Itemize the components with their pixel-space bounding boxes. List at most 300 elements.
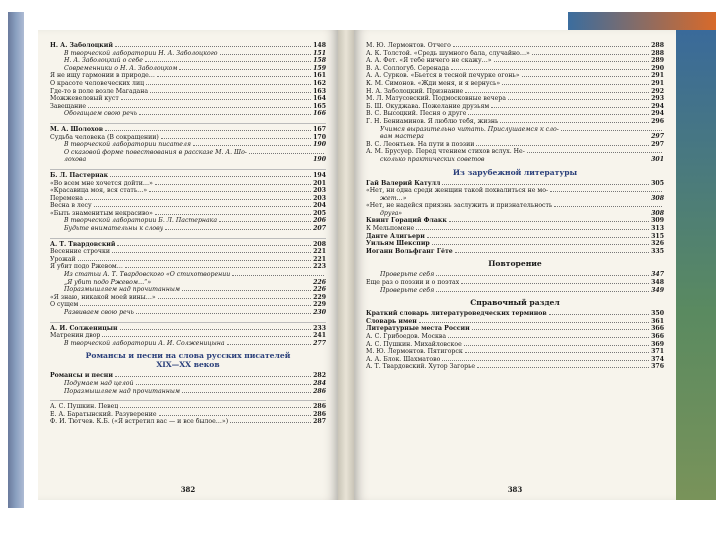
toc-entry-page: 376 (651, 363, 664, 371)
toc-entry-title: Литературные места России (366, 325, 470, 333)
toc-entry-title: Словарь имен (366, 317, 417, 325)
toc-entry (366, 356, 664, 364)
toc-leader-dots (227, 344, 312, 345)
toc-entry-title: Перемена (50, 194, 83, 202)
toc-entry (50, 263, 326, 271)
toc-leader-dots (105, 130, 311, 131)
toc-entry-title: Поразмышляем над прочитанным (64, 387, 181, 395)
toc-entry-title: М. Ю. Лермонтов. Пятигорск (366, 348, 463, 356)
toc-divider (50, 395, 326, 401)
toc-leader-dots (419, 322, 649, 323)
toc-entry-page: 347 (651, 271, 664, 279)
toc-entry (50, 172, 326, 180)
toc-entry-title: Весенние строчки (50, 248, 110, 256)
toc-entry (50, 95, 326, 103)
toc-leader-dots (219, 221, 311, 222)
toc-entry (50, 80, 326, 88)
toc-entry (366, 217, 664, 225)
toc-divider (50, 164, 326, 170)
toc-entry-title: друга» (380, 209, 403, 217)
left-page (38, 30, 338, 500)
toc-leader-dots (125, 267, 311, 268)
toc-entry (366, 118, 664, 126)
toc-leader-dots (85, 199, 311, 200)
toc-entry (366, 225, 664, 233)
toc-entry (366, 195, 664, 203)
toc-entry-title: Можжевеловый куст (50, 95, 119, 103)
toc-entry-title: лохова (64, 156, 87, 164)
toc-entry-title: вам мастера (380, 133, 424, 141)
toc-entry (366, 363, 664, 371)
toc-entry-title: Обогащаем свою речь (64, 110, 138, 118)
toc-entry-title: Матренин двор (50, 332, 101, 340)
toc-leader-dots (159, 415, 312, 416)
toc-entry (50, 57, 326, 65)
toc-entry (366, 103, 664, 111)
toc-entry (366, 50, 664, 58)
toc-leader-dots (532, 54, 649, 55)
toc-entry (50, 309, 326, 317)
toc-entry-page: 292 (651, 87, 664, 95)
toc-entry (366, 156, 664, 164)
toc-entry (366, 180, 664, 188)
toc-entry-page: 229 (313, 301, 326, 309)
toc-entry-title: В творческой лаборатории Б. Л. Пастернака (64, 217, 218, 225)
toc-entry-title: Я убит подо Ржевом… (50, 263, 123, 271)
toc-entry-title: Ф. И. Тютчев. К.Б. («Я встретил вас — и все былое…») (50, 418, 229, 426)
toc-leader-dots (120, 407, 311, 408)
toc-reference-list (366, 310, 664, 371)
toc-entry-title: В творческой лаборатории Н. А. Заболоцкого (64, 49, 218, 57)
toc-leader-dots (232, 275, 324, 276)
toc-entry-title: Будьте внимательны к слову (64, 225, 164, 233)
section-title-foreign: Из зарубежной литературы (452, 167, 578, 177)
toc-leader-dots (494, 61, 649, 62)
toc-entry-page: 282 (313, 372, 326, 380)
toc-entry-title: Иоганн Вольфганг Гёте (366, 247, 453, 255)
toc-leader-dots (94, 206, 311, 207)
toc-leader-dots (436, 275, 649, 276)
toc-entry-title: О красоте человеческих лиц (50, 79, 145, 87)
toc-entry-page: 296 (651, 117, 664, 125)
toc-entry-title: А. А. Сурков. «Бьется в тесной печурке огонь» (366, 72, 520, 80)
toc-leader-dots (139, 114, 311, 115)
toc-entry (50, 134, 326, 142)
toc-entry-title: Поразмышляем над прочитанным (64, 286, 181, 294)
toc-entry-title: Г. Н. Бениаминов. Я люблю тебя, жизнь (366, 117, 499, 125)
toc-romances-list (50, 372, 326, 426)
toc-leader-dots (461, 283, 649, 284)
toc-leader-dots (472, 329, 649, 330)
toc-entry-page: 366 (651, 333, 664, 340)
toc-entry-page: 294 (651, 102, 664, 110)
toc-leader-dots (449, 221, 649, 222)
toc-leader-dots (550, 191, 662, 192)
toc-leader-dots (145, 61, 311, 62)
toc-entry-title: М. А. Шолохов (50, 125, 104, 133)
toc-entry-page: 194 (313, 171, 326, 179)
toc-entry-title: Данте Алигьери (366, 232, 425, 240)
toc-leader-dots (453, 46, 649, 47)
toc-entry-page: 148 (313, 42, 326, 49)
toc-review-list (366, 271, 664, 294)
toc-entry-title: Романсы и песни (50, 372, 113, 380)
toc-entry-page: 163 (313, 87, 326, 95)
toc-leader-dots (112, 252, 311, 253)
toc-leader-dots (230, 422, 311, 423)
toc-entry-title: Б. Л. Пастернак (50, 171, 109, 179)
toc-entry (50, 372, 326, 380)
toc-divider (50, 317, 326, 323)
toc-entry-page: 371 (651, 348, 664, 356)
toc-entry-page: 349 (651, 286, 664, 294)
toc-entry (366, 133, 664, 141)
toc-leader-dots (476, 145, 649, 146)
toc-entry-page: 207 (313, 225, 326, 233)
toc-entry (366, 141, 664, 149)
toc-entry (50, 411, 326, 419)
toc-entry (366, 341, 664, 349)
toc-entry (50, 256, 326, 264)
toc-entry-title: К. М. Симонов. «Жди меня, и я вернусь» (366, 79, 501, 87)
toc-entry-title: В творческой лаборатории А. И. Солженицына (64, 339, 225, 347)
toc-entry-title: Проверьте себя (380, 271, 435, 279)
toc-leader-dots (465, 92, 649, 93)
toc-leader-dots (442, 184, 649, 185)
toc-entry (50, 88, 326, 96)
toc-entry (50, 286, 326, 294)
toc-entry (50, 65, 326, 73)
toc-entry (50, 418, 326, 426)
cover-right-edge (676, 30, 716, 500)
toc-leader-dots (491, 107, 649, 108)
toc-entry-page: 158 (313, 57, 326, 65)
toc-entry (50, 340, 326, 348)
toc-entry (50, 50, 326, 58)
toc-entry-title: Гай Валерий Катулл (366, 179, 441, 187)
toc-entry-page: 350 (651, 310, 664, 318)
toc-entry (366, 88, 664, 96)
toc-leader-dots (78, 260, 311, 261)
toc-entry-page: 277 (313, 339, 326, 347)
toc-entry-title: Н. А. Заболоцкий о себе (64, 57, 143, 65)
toc-leader-dots (448, 337, 649, 338)
toc-entry (50, 156, 326, 164)
toc-entry-page: 288 (651, 42, 664, 49)
toc-entry-page: 289 (651, 57, 664, 65)
toc-leader-dots (88, 107, 311, 108)
toc-entry-title: В. С. Леонтьев. На пути в поэзии (366, 140, 475, 148)
toc-leader-dots (161, 138, 311, 139)
toc-leader-dots (436, 291, 649, 292)
toc-entry-title: А. А. Блок. Шахматово (366, 355, 441, 363)
toc-entry-title: Квинт Гораций Флакк (366, 217, 447, 225)
toc-entry-title: «Нет, не надейся приязнь заслужить и признательность (366, 202, 553, 210)
toc-foreign-list (366, 180, 664, 256)
toc-entry-page: 161 (313, 72, 326, 80)
toc-entry-page: 313 (651, 225, 664, 233)
toc-entry (50, 180, 326, 188)
toc-entry-title: Краткий словарь литературоведческих терминов (366, 310, 547, 318)
toc-leader-dots (182, 290, 311, 291)
toc-entry-title: Н. А. Заболоцкий. Признание (366, 87, 464, 95)
toc-entry-page: 229 (313, 293, 326, 301)
toc-entry (50, 225, 326, 233)
toc-leader-dots (102, 336, 311, 337)
toc-entry-title: А. И. Солженицын (50, 324, 118, 332)
toc-entry (366, 279, 664, 287)
toc-entry (366, 57, 664, 65)
toc-entry-page: 290 (651, 64, 664, 72)
toc-leader-dots (155, 214, 311, 215)
toc-entry-page: 208 (313, 240, 326, 248)
toc-entry-title: А. С. Пушкин. Певец (50, 403, 119, 411)
toc-leader-dots (502, 84, 649, 85)
toc-entry-title: Завещание (50, 102, 87, 110)
toc-entry-page: 162 (313, 79, 326, 87)
toc-entry-page: 233 (313, 324, 326, 332)
toc-entry-title: Из статьи А. Т. Твардовского «О стихотворении (64, 271, 231, 279)
toc-leader-dots (117, 245, 311, 246)
toc-entry-title: А. Т. Твардовский. Хутор Загорье (366, 363, 476, 371)
toc-entry (366, 72, 664, 80)
toc-entry-page: 221 (313, 255, 326, 263)
section-title-review: Повторение (488, 259, 542, 269)
toc-entry-page: 204 (313, 202, 326, 210)
toc-entry (50, 187, 326, 195)
toc-entry-title: Я не ищу гармонии в природе… (50, 72, 155, 80)
toc-entry (366, 42, 664, 50)
toc-entry (50, 149, 326, 157)
toc-leader-dots (508, 99, 649, 100)
toc-entry-page: 374 (651, 355, 664, 363)
toc-entry-page: 369 (651, 340, 664, 348)
toc-entry-page: 205 (313, 209, 326, 217)
toc-entry-title: «Я знаю, никакой моей вины…» (50, 293, 156, 301)
toc-entry (50, 294, 326, 302)
toc-entry-page: 297 (651, 140, 664, 148)
toc-leader-dots (554, 206, 662, 207)
toc-entry (366, 233, 664, 241)
toc-entry (50, 210, 326, 218)
toc-divider (50, 118, 326, 124)
toc-entry (366, 210, 664, 218)
toc-entry-title: «Нет, ни одна среди женщин такой похвалиться не мо- (366, 187, 549, 195)
toc-entry-title: К Мельпомене (366, 225, 415, 233)
toc-entry (50, 72, 326, 80)
toc-entry (50, 202, 326, 210)
toc-entry (50, 279, 326, 287)
toc-leader-dots (220, 54, 312, 55)
toc-entry (50, 42, 326, 50)
toc-entry-title: Современники о Н. А. Заболоцком (64, 64, 178, 72)
section-title-line1: Романсы и песни на слова русских писателей (85, 351, 291, 361)
toc-entry (50, 126, 326, 134)
toc-leader-dots (157, 76, 311, 77)
toc-right-list (366, 42, 664, 164)
toc-entry-page: 287 (313, 418, 326, 426)
toc-entry-title: Весна в лесу (50, 202, 92, 210)
toc-leader-dots (136, 384, 312, 385)
toc-entry-page: 230 (313, 309, 326, 316)
toc-entry-page: 166 (313, 110, 326, 118)
toc-entry-page: 294 (651, 110, 664, 118)
toc-entry-title: жет…» (380, 194, 407, 202)
toc-entry (50, 195, 326, 203)
toc-leader-dots (432, 244, 649, 245)
toc-entry (50, 403, 326, 411)
toc-entry-page: 335 (651, 247, 664, 255)
toc-entry (366, 148, 664, 156)
toc-left-list (50, 42, 326, 347)
toc-entry-page: 291 (651, 72, 664, 80)
toc-entry-page: 241 (313, 332, 326, 340)
toc-entry (366, 80, 664, 88)
toc-entry-page: 361 (651, 317, 664, 325)
toc-entry-title: В. С. Высоцкий. Песня о друге (366, 110, 467, 118)
toc-entry-page: 190 (313, 156, 326, 164)
toc-entry (366, 65, 664, 73)
toc-entry-page: 221 (313, 248, 326, 256)
toc-entry (366, 310, 664, 318)
toc-entry-title: В творческой лаборатории писателя (64, 141, 191, 149)
toc-entry (366, 126, 664, 134)
toc-entry (366, 202, 664, 210)
toc-entry-page: 301 (651, 155, 664, 163)
toc-leader-dots (115, 46, 311, 47)
toc-entry (50, 248, 326, 256)
toc-entry-title: О сказовой форме повествования в рассказе М. А. Шо- (64, 148, 247, 156)
toc-entry (50, 271, 326, 279)
toc-entry-title: сколько практических советов (380, 155, 485, 163)
section-title-reference: Справочный раздел (470, 298, 560, 308)
toc-entry-page: 348 (651, 279, 664, 287)
toc-entry-title: «Быть знаменитым некрасиво» (50, 209, 153, 217)
toc-entry-title: Где-то в поле возле Магадана (50, 87, 149, 95)
toc-leader-dots (416, 229, 649, 230)
toc-leader-dots (500, 122, 649, 123)
toc-entry-title: М. Ю. Лермонтов. Отчего (366, 42, 451, 49)
toc-leader-dots (561, 130, 662, 131)
toc-entry-page: 159 (313, 64, 326, 72)
toc-entry-title: Б. Ш. Окуджава. Пожелание друзьям (366, 102, 490, 110)
toc-leader-dots (165, 229, 311, 230)
toc-leader-dots (136, 313, 311, 314)
toc-leader-dots (80, 305, 311, 306)
toc-entry (50, 110, 326, 118)
toc-entry-page: 203 (313, 187, 326, 195)
toc-leader-dots (193, 145, 311, 146)
toc-entry (366, 318, 664, 326)
section-title-line2: XIX—XX веков (156, 360, 220, 370)
toc-entry (366, 187, 664, 195)
toc-entry-page: 223 (313, 263, 326, 271)
toc-entry-page: 293 (651, 95, 664, 103)
toc-entry-title: Развиваем свою речь (64, 309, 134, 316)
toc-leader-dots (465, 352, 649, 353)
toc-entry-page: 309 (651, 217, 664, 225)
toc-entry-title: Проверьте себя (380, 286, 435, 294)
toc-entry (50, 332, 326, 340)
toc-leader-dots (150, 92, 311, 93)
toc-leader-dots (155, 184, 311, 185)
right-page (354, 30, 676, 500)
book-edge (8, 12, 24, 508)
toc-entry (50, 103, 326, 111)
toc-entry-title: Судьба человека (В сокращении) (50, 133, 159, 141)
toc-entry-page: 308 (651, 194, 664, 202)
toc-leader-dots (146, 84, 311, 85)
toc-leader-dots (182, 392, 311, 393)
toc-entry (50, 301, 326, 309)
toc-entry (366, 248, 664, 256)
toc-entry-title: Еще раз о поэзии и о поэтах (366, 279, 460, 287)
toc-entry (366, 95, 664, 103)
toc-entry-page: 284 (313, 379, 326, 387)
toc-entry-title: Н. А. Заболоцкий (50, 42, 113, 49)
toc-entry-page: 286 (313, 410, 326, 418)
toc-entry-page: 206 (313, 217, 326, 225)
toc-leader-dots (527, 152, 662, 153)
toc-leader-dots (522, 76, 649, 77)
toc-entry-title: Подумаем над целой (64, 379, 134, 387)
toc-entry-page: 165 (313, 102, 326, 110)
toc-entry-page: 315 (651, 232, 664, 240)
toc-entry-title: Е. А. Баратынский. Разуверение (50, 410, 157, 418)
toc-entry-page: 286 (313, 403, 326, 411)
toc-entry-page: 291 (651, 79, 664, 87)
book-spread (8, 12, 716, 508)
toc-entry-page: 201 (313, 179, 326, 187)
toc-entry-page: 308 (651, 209, 664, 217)
toc-entry-title: М. Л. Матусовский. Подмосковные вечера (366, 95, 506, 103)
toc-entry (366, 348, 664, 356)
toc-entry-title: А. К. Толстой. «Средь шумного бала, случайно…» (366, 49, 530, 57)
toc-entry (366, 110, 664, 118)
toc-entry (50, 388, 326, 396)
toc-entry-page: 297 (651, 133, 664, 141)
toc-entry (50, 241, 326, 249)
toc-entry-page: 326 (651, 240, 664, 248)
toc-entry-title: В. А. Соллогуб. Серенада (366, 64, 450, 72)
toc-leader-dots (149, 191, 311, 192)
toc-entry-title: „Я убит подо Ржевом…“» (64, 278, 152, 286)
book-gutter (338, 30, 354, 500)
toc-entry-page: 203 (313, 194, 326, 202)
toc-entry-page: 288 (651, 49, 664, 57)
toc-leader-dots (549, 314, 649, 315)
toc-leader-dots (451, 69, 649, 70)
toc-entry-page: 170 (313, 133, 326, 141)
toc-entry-page: 190 (313, 141, 326, 149)
toc-leader-dots (115, 376, 311, 377)
toc-entry-title: А. Т. Твардовский (50, 240, 116, 248)
toc-entry-title: А. А. Фет. «Я тебе ничего не скажу…» (366, 57, 492, 65)
cover-top-edge (568, 12, 716, 30)
toc-leader-dots (464, 345, 649, 346)
page-number-left: 382 (180, 485, 196, 494)
toc-leader-dots (110, 176, 311, 177)
toc-entry-page: 151 (313, 49, 326, 57)
toc-leader-dots (427, 237, 649, 238)
toc-entry (366, 333, 664, 341)
toc-entry-title: А. С. Пушкин. Михайловское (366, 340, 462, 348)
toc-entry-page: 226 (313, 286, 326, 294)
toc-entry-title: «Красавица моя, вся стать…» (50, 187, 148, 195)
toc-leader-dots (121, 99, 311, 100)
toc-entry-title: О сущем (50, 301, 79, 309)
toc-leader-dots (158, 298, 311, 299)
